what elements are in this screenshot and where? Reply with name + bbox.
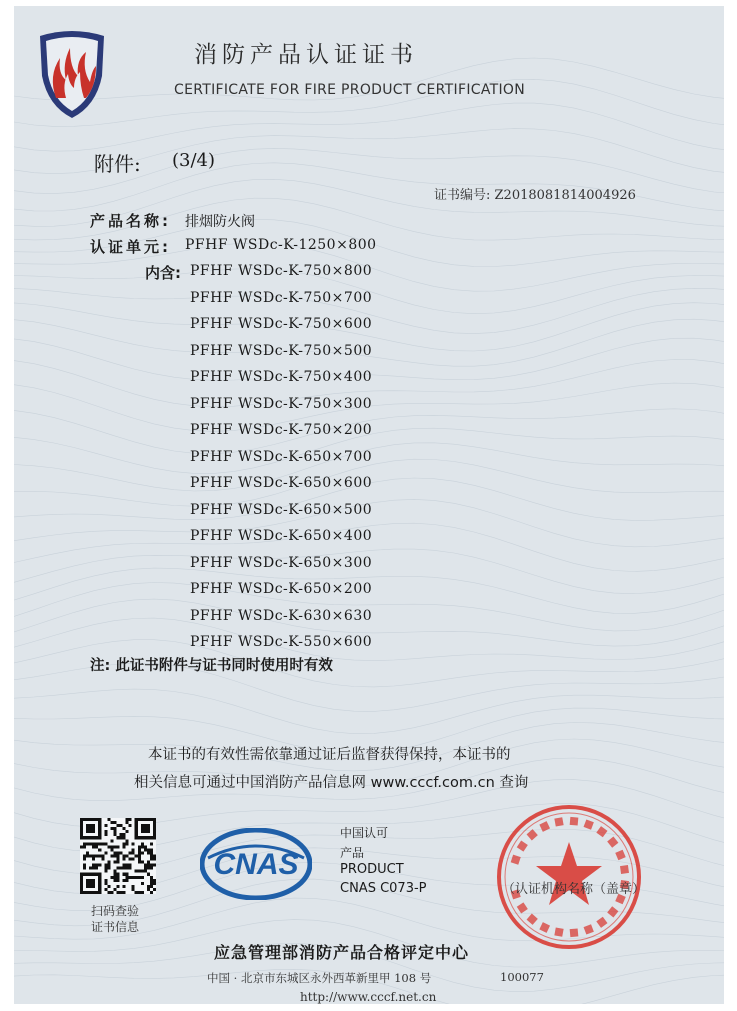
validity-line-2: 相关信息可通过中国消防产品信息网 www.cccf.com.cn 查询 [134, 775, 529, 791]
annex-note: 注: 此证书附件与证书同时使用时有效 [90, 658, 333, 674]
cnas-line-3: PRODUCT [340, 862, 404, 877]
certificate-number: 证书编号: Z2018081814004926 [434, 188, 636, 203]
model-item: PFHF WSDc-K-650×700 [190, 448, 373, 465]
cnas-line-1: 中国认可 [340, 826, 389, 840]
annex-value: (3/4) [172, 150, 216, 171]
model-item: PFHF WSDc-K-750×500 [190, 342, 373, 359]
certificate-title-cn: 消防产品认证证书 [194, 42, 418, 68]
stamp-label: （认证机构名称（盖章） [502, 882, 646, 897]
product-name-value: 排烟防火阀 [185, 214, 255, 230]
qr-caption-line-2: 证书信息 [91, 920, 140, 934]
model-item: PFHF WSDc-K-750×600 [190, 316, 373, 332]
product-name-label: 产品名称: [90, 212, 171, 230]
annex-label: 附件: [94, 152, 141, 176]
model-item: PFHF WSDc-K-650×200 [190, 581, 373, 597]
model-item: PFHF WSDc-K-550×600 [190, 634, 373, 650]
red-seal-icon [494, 802, 644, 952]
organization-name: 应急管理部消防产品合格评定中心 [214, 943, 470, 962]
contains-label: 内含: [145, 264, 181, 282]
organization-postcode: 100077 [500, 970, 544, 984]
model-item: PFHF WSDc-K-750×300 [190, 395, 373, 412]
certificate-title-en: CERTIFICATE FOR FIRE PRODUCT CERTIFICATION [174, 82, 525, 98]
organization-address: 中国 · 北京市东城区永外西革新里甲 108 号 [207, 971, 432, 985]
flame-shield-icon [36, 28, 108, 120]
cnas-logo-text: CNAS [213, 848, 299, 881]
certificate-sheet [14, 6, 724, 1004]
cert-unit-label: 认证单元: [90, 238, 171, 256]
model-item: PFHF WSDc-K-650×400 [190, 528, 373, 544]
model-item: PFHF WSDc-K-750×400 [190, 369, 373, 385]
model-item: PFHF WSDc-K-750×800 [190, 263, 373, 279]
validity-line-1: 本证书的有效性需依靠通过证后监督获得保持，本证书的 [148, 747, 511, 763]
qr-caption-line-1: 扫码查验 [91, 904, 140, 918]
qr-code-icon[interactable] [80, 818, 156, 894]
model-item: PFHF WSDc-K-750×200 [190, 422, 373, 438]
organization-url[interactable]: http://www.cccf.net.cn [300, 990, 437, 1004]
model-item: PFHF WSDc-K-630×630 [190, 607, 373, 624]
cnas-line-4: CNAS C073-P [340, 881, 427, 896]
model-item: PFHF WSDc-K-650×500 [190, 501, 373, 518]
model-item: PFHF WSDc-K-650×600 [190, 475, 373, 491]
model-item: PFHF WSDc-K-650×300 [190, 554, 373, 571]
cnas-logo-icon [200, 828, 312, 900]
model-list [190, 263, 372, 661]
cnas-line-2: 产品 [340, 846, 365, 860]
cert-unit-value: PFHF WSDc-K-1250×800 [185, 237, 377, 253]
model-item: PFHF WSDc-K-750×700 [190, 289, 373, 306]
